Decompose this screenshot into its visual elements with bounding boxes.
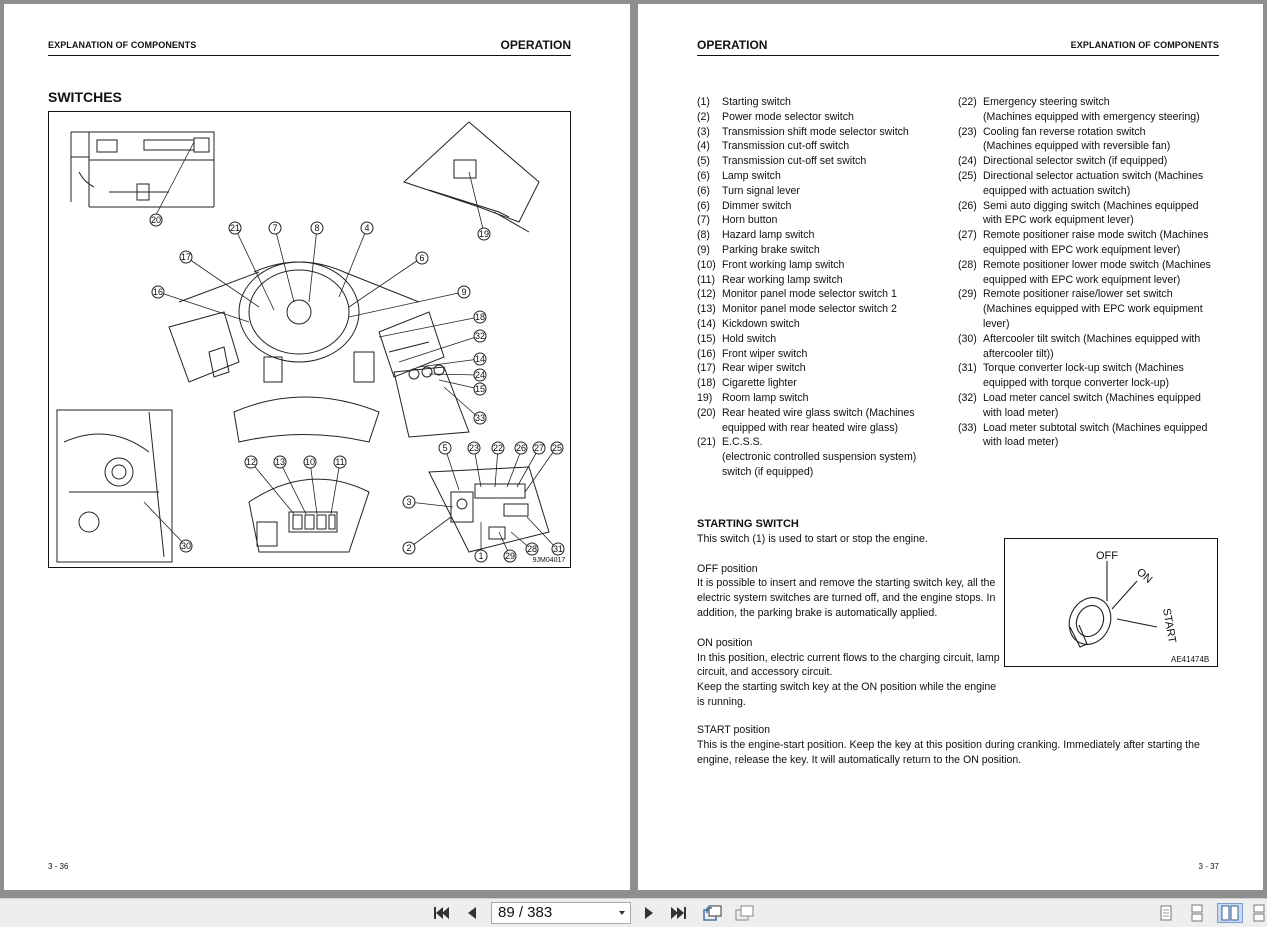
callout-8	[311, 222, 323, 234]
switch-list-item	[697, 184, 947, 199]
switch-list-item	[697, 154, 947, 169]
switch-list-number: (5)	[697, 155, 710, 168]
callout-4	[361, 222, 373, 234]
callout-2	[403, 542, 415, 554]
switches-title: SWITCHES	[48, 89, 122, 105]
switch-list-text: E.C.S.S.	[722, 436, 763, 449]
switch-list-item	[958, 110, 1220, 125]
switch-list-number: (17)	[697, 362, 716, 375]
start-position-section	[697, 723, 1221, 767]
switch-list-item	[958, 199, 1220, 229]
svg-text:7: 7	[272, 223, 278, 233]
switch-list-item	[697, 361, 947, 376]
switch-list-item	[958, 228, 1220, 258]
switch-list-number: (29)	[958, 288, 977, 301]
switch-list-number	[958, 139, 983, 154]
switch-list-item	[697, 376, 947, 391]
switch-list-text: Turn signal lever	[722, 184, 800, 197]
svg-text:24: 24	[474, 370, 486, 380]
switch-list-item	[958, 139, 1220, 154]
chevron-down-icon[interactable]	[619, 911, 625, 915]
callout-9	[458, 286, 470, 298]
continuous-facing-view-button[interactable]	[1250, 903, 1267, 923]
switch-list-number: (15)	[697, 332, 716, 345]
callout-27	[533, 442, 545, 454]
switch-list-item	[958, 95, 1220, 110]
svg-text:8: 8	[314, 223, 320, 233]
switch-list-text: Rear working lamp switch	[722, 273, 843, 286]
switch-list-number: (7)	[697, 214, 710, 227]
facing-pages-view-button[interactable]	[1217, 903, 1243, 923]
starting-switch-section	[697, 517, 1002, 710]
switch-list-number: (33)	[958, 421, 977, 434]
start-label: START	[1160, 607, 1178, 645]
switch-list-item	[697, 139, 947, 154]
callout-18	[474, 311, 486, 323]
switch-list-number: (9)	[697, 243, 710, 256]
right-page-number: 3 - 37	[1198, 862, 1219, 871]
svg-text:6: 6	[419, 253, 425, 263]
switch-list-text: Torque converter lock-up switch (Machines equipped with torque converter lock-up)	[983, 362, 1184, 390]
callout-13	[274, 456, 286, 468]
callout-29	[504, 550, 516, 562]
switch-list-item	[697, 110, 947, 125]
svg-text:16: 16	[152, 287, 164, 297]
svg-text:25: 25	[551, 443, 563, 453]
switch-list-text: Cooling fan reverse rotation switch	[983, 125, 1146, 138]
callout-33	[474, 412, 486, 424]
svg-text:28: 28	[526, 544, 538, 554]
switch-list-item	[697, 273, 947, 288]
switches-figure	[48, 111, 571, 568]
callout-25	[551, 442, 563, 454]
switch-list-item	[697, 287, 947, 302]
svg-text:29: 29	[504, 551, 516, 561]
single-page-icon	[1158, 904, 1174, 922]
page-number-field[interactable]	[491, 902, 631, 924]
switch-list-item	[697, 125, 947, 140]
svg-text:30: 30	[180, 541, 192, 551]
first-page-button[interactable]	[430, 903, 452, 923]
switch-list-number: (1)	[697, 96, 710, 108]
svg-text:9: 9	[461, 287, 467, 297]
switch-list-text: Remote positioner raise/lower set switch (Machines equipped with EPC work equipment lever)	[983, 288, 1203, 330]
switch-list-number: (2)	[697, 110, 710, 123]
switch-list-right	[958, 95, 1220, 450]
callout-7	[269, 222, 281, 234]
viewer-toolbar	[0, 898, 1267, 927]
switch-list-item	[697, 435, 947, 450]
switch-list-text: Transmission cut-off set switch	[722, 155, 867, 168]
switch-list-number: (3)	[697, 125, 710, 138]
callout-17	[180, 251, 192, 263]
switch-list-text: (electronic controlled suspension system) switch (if equipped)	[722, 451, 917, 478]
switch-list-number	[958, 110, 983, 125]
switch-list-text: Load meter cancel switch (Machines equipped with load meter)	[983, 391, 1201, 419]
svg-text:13: 13	[274, 457, 286, 467]
switch-list-text: Dimmer switch	[722, 199, 792, 212]
svg-text:19: 19	[478, 229, 490, 239]
callout-30	[180, 540, 192, 552]
first-page-icon	[432, 905, 450, 921]
svg-text:31: 31	[552, 544, 564, 554]
figure-code: 9JM04017	[532, 557, 566, 564]
svg-text:27: 27	[533, 443, 545, 453]
svg-text:5: 5	[442, 443, 448, 453]
off-position-text: It is possible to insert and remove the starting switch key, all the electric system switches are turned off, and the engine stops. In addition, the parking brake is automatically applied.	[697, 577, 996, 619]
continuous-facing-icon	[1252, 904, 1266, 922]
callout-12	[245, 456, 257, 468]
switch-list-text: Directional selector actuation switch (Machines equipped with actuation switch)	[983, 169, 1204, 197]
switches-drawing	[49, 112, 570, 567]
svg-text:23: 23	[468, 443, 480, 453]
svg-text:20: 20	[150, 215, 162, 225]
switch-list-number: (6)	[697, 199, 710, 212]
svg-text:12: 12	[245, 457, 257, 467]
switch-list-text: Lamp switch	[722, 169, 781, 182]
switch-list-number: (14)	[697, 317, 716, 330]
svg-text:2: 2	[406, 543, 412, 553]
switch-list-item	[697, 302, 947, 317]
switch-list-number: (32)	[958, 391, 977, 404]
switch-list-number: (4)	[697, 140, 710, 153]
callout-10	[304, 456, 316, 468]
switch-list-text: Emergency steering switch	[983, 96, 1110, 108]
right-header-section: EXPLANATION OF COMPONENTS	[1070, 40, 1219, 50]
callout-14	[474, 353, 486, 365]
callout-15	[474, 383, 486, 395]
callout-32	[474, 330, 486, 342]
switch-list-text: Transmission cut-off switch	[722, 140, 850, 153]
go-back-view-button[interactable]	[701, 903, 723, 923]
switch-list-number: (8)	[697, 229, 710, 242]
svg-text:14: 14	[474, 354, 486, 364]
right-page	[638, 4, 1263, 890]
on-position-text-1: In this position, electric current flows to the charging circuit, lamp circuit, and accessory circuit.	[697, 651, 1000, 679]
switch-list-text: Monitor panel mode selector switch 1	[722, 288, 897, 301]
switch-list-item	[958, 391, 1220, 421]
switch-list-text: (Machines equipped with emergency steering)	[983, 110, 1200, 123]
switch-list-left	[697, 95, 947, 480]
svg-text:10: 10	[304, 457, 316, 467]
starting-switch-title: STARTING SWITCH	[697, 518, 799, 530]
last-page-button[interactable]	[668, 903, 690, 923]
switch-list-number: (28)	[958, 258, 977, 271]
starting-switch-intro: This switch (1) is used to start or stop the engine.	[697, 532, 928, 545]
callout-20	[150, 214, 162, 226]
switch-list-text: Rear wiper switch	[722, 362, 806, 375]
switch-list-item	[958, 125, 1220, 140]
switch-list-number: (27)	[958, 229, 977, 242]
switch-list-number: (25)	[958, 169, 977, 182]
callout-28	[526, 543, 538, 555]
switch-list-item	[697, 243, 947, 258]
switch-list-item	[958, 169, 1220, 199]
switch-list-text: Parking brake switch	[722, 243, 820, 256]
callout-19	[478, 228, 490, 240]
facing-pages-icon	[1220, 904, 1240, 922]
right-header-chapter: OPERATION	[697, 38, 768, 52]
switch-list-text: Directional selector switch (if equipped)	[983, 155, 1168, 168]
key-switch-drawing	[1005, 539, 1217, 666]
svg-text:21: 21	[229, 223, 241, 233]
svg-text:32: 32	[474, 331, 486, 341]
switch-list-number: (26)	[958, 199, 977, 212]
callout-1	[475, 550, 487, 562]
switch-list-text: Front wiper switch	[722, 347, 808, 360]
switch-list-text: Semi auto digging switch (Machines equipped with EPC work equipment lever)	[983, 199, 1199, 227]
switch-list-text: Kickdown switch	[722, 317, 800, 330]
switch-list-text: Cigarette lighter	[722, 377, 797, 390]
callout-21	[229, 222, 241, 234]
callout-16	[152, 286, 164, 298]
switch-list-number: (18)	[697, 377, 716, 390]
switch-list-text: Hazard lamp switch	[722, 229, 815, 242]
off-label: OFF	[1096, 550, 1118, 562]
switch-list-text: (Machines equipped with reversible fan)	[983, 140, 1171, 153]
switch-list-number: (24)	[958, 155, 977, 168]
switch-list-item	[958, 332, 1220, 362]
right-header-rule	[697, 55, 1219, 56]
callout-24	[474, 369, 486, 381]
switch-list-text: Room lamp switch	[722, 391, 809, 404]
on-position-title: ON position	[697, 636, 753, 649]
switch-list-text: Starting switch	[722, 96, 791, 108]
forward-view-icon	[734, 904, 754, 922]
continuous-page-icon	[1189, 904, 1205, 922]
switch-list-number: (21)	[697, 436, 716, 449]
callout-31	[552, 543, 564, 555]
svg-text:3: 3	[406, 497, 412, 507]
switch-list-item	[697, 332, 947, 347]
switch-list-text: Horn button	[722, 214, 778, 227]
left-page-number: 3 - 36	[48, 862, 69, 871]
switch-list-item	[697, 450, 947, 480]
svg-text:4: 4	[364, 223, 370, 233]
switch-list-number: (23)	[958, 125, 977, 138]
svg-text:26: 26	[515, 443, 527, 453]
callout-26	[515, 442, 527, 454]
back-view-icon	[702, 904, 722, 922]
switch-list-number: (20)	[697, 406, 716, 419]
switch-list-text: Power mode selector switch	[722, 110, 854, 123]
switch-list-number: (11)	[697, 273, 716, 286]
next-page-icon	[642, 905, 656, 921]
callout-6	[416, 252, 428, 264]
switch-list-number: (6)	[697, 169, 710, 182]
switch-list-item	[958, 154, 1220, 169]
switch-list-text: Hold switch	[722, 332, 777, 345]
switch-list-text: Monitor panel mode selector switch 2	[722, 303, 897, 316]
off-position-title: OFF position	[697, 562, 758, 575]
switch-list-item	[697, 317, 947, 332]
go-forward-view-button[interactable]	[733, 903, 755, 923]
callout-5	[439, 442, 451, 454]
svg-text:18: 18	[474, 312, 486, 322]
callout-23	[468, 442, 480, 454]
switch-list-item	[958, 361, 1220, 391]
switch-list-item	[697, 228, 947, 243]
switch-list-number: (31)	[958, 362, 977, 375]
switch-list-text: Rear heated wire glass switch (Machines equipped with rear heated wire glass)	[722, 406, 915, 434]
left-header-section: EXPLANATION OF COMPONENTS	[48, 40, 197, 50]
switch-list-item	[697, 169, 947, 184]
switch-list-number: (12)	[697, 288, 716, 301]
switch-list-item	[697, 258, 947, 273]
svg-text:11: 11	[335, 457, 345, 467]
next-page-button[interactable]	[638, 903, 660, 923]
overhead-panel-shape	[89, 132, 214, 160]
switch-list-number: (13)	[697, 303, 716, 316]
continuous-view-button[interactable]	[1186, 903, 1208, 923]
svg-text:17: 17	[180, 252, 192, 262]
switch-list-item	[697, 95, 947, 110]
callout-11	[334, 456, 346, 468]
switch-list-number: (30)	[958, 332, 977, 345]
switch-list-item	[958, 258, 1220, 288]
left-header-rule	[48, 55, 571, 56]
switch-list-text: Remote positioner lower mode switch (Machines equipped with EPC work equipment lever)	[983, 258, 1211, 286]
left-header-chapter: OPERATION	[500, 38, 571, 52]
last-page-icon	[670, 905, 688, 921]
switch-list-item	[697, 199, 947, 214]
switch-list-number: 19)	[697, 391, 713, 404]
single-page-view-button[interactable]	[1155, 903, 1177, 923]
start-position-title: START position	[697, 724, 771, 736]
left-page	[4, 4, 630, 890]
switch-list-number: (6)	[697, 184, 710, 197]
switch-list-text: Transmission shift mode selector switch	[722, 125, 909, 138]
switch-list-item	[697, 213, 947, 228]
switch-list-item	[697, 406, 947, 436]
switch-list-number: (22)	[958, 96, 977, 108]
switch-list-number	[697, 450, 722, 480]
start-position-text: This is the engine-start position. Keep the key at this position during cranking. Immediately after starting the engine, release the key. It will automatically return to the ON position.	[697, 738, 1200, 766]
switch-list-number: (10)	[697, 258, 716, 271]
on-position-text-2: Keep the starting switch key at the ON position while the engine is running.	[697, 681, 997, 708]
switch-list-text: Front working lamp switch	[722, 258, 845, 271]
callout-3	[403, 496, 415, 508]
switch-list-text: Aftercooler tilt switch (Machines equipped with aftercooler tilt))	[983, 332, 1201, 360]
key-figure-code: AE41474B	[1171, 655, 1210, 664]
page-indicator: 89 / 383	[498, 904, 553, 921]
switch-list-text: Load meter subtotal switch (Machines equipped with load meter)	[983, 421, 1208, 449]
switch-list-item	[697, 347, 947, 362]
switch-list-item	[958, 287, 1220, 331]
switch-list-number: (16)	[697, 347, 716, 360]
switch-list-item	[958, 421, 1220, 451]
previous-page-icon	[465, 905, 479, 921]
svg-text:22: 22	[492, 443, 504, 453]
callout-22	[492, 442, 504, 454]
on-label: ON	[1134, 566, 1155, 586]
switch-list-text: Remote positioner raise mode switch (Machines equipped with EPC work equipment lever)	[983, 229, 1209, 256]
previous-page-button[interactable]	[461, 903, 483, 923]
svg-text:33: 33	[474, 413, 486, 423]
starting-switch-figure	[1004, 538, 1218, 667]
switch-list-item	[697, 391, 947, 406]
svg-text:1: 1	[478, 551, 484, 561]
svg-text:15: 15	[474, 384, 486, 394]
